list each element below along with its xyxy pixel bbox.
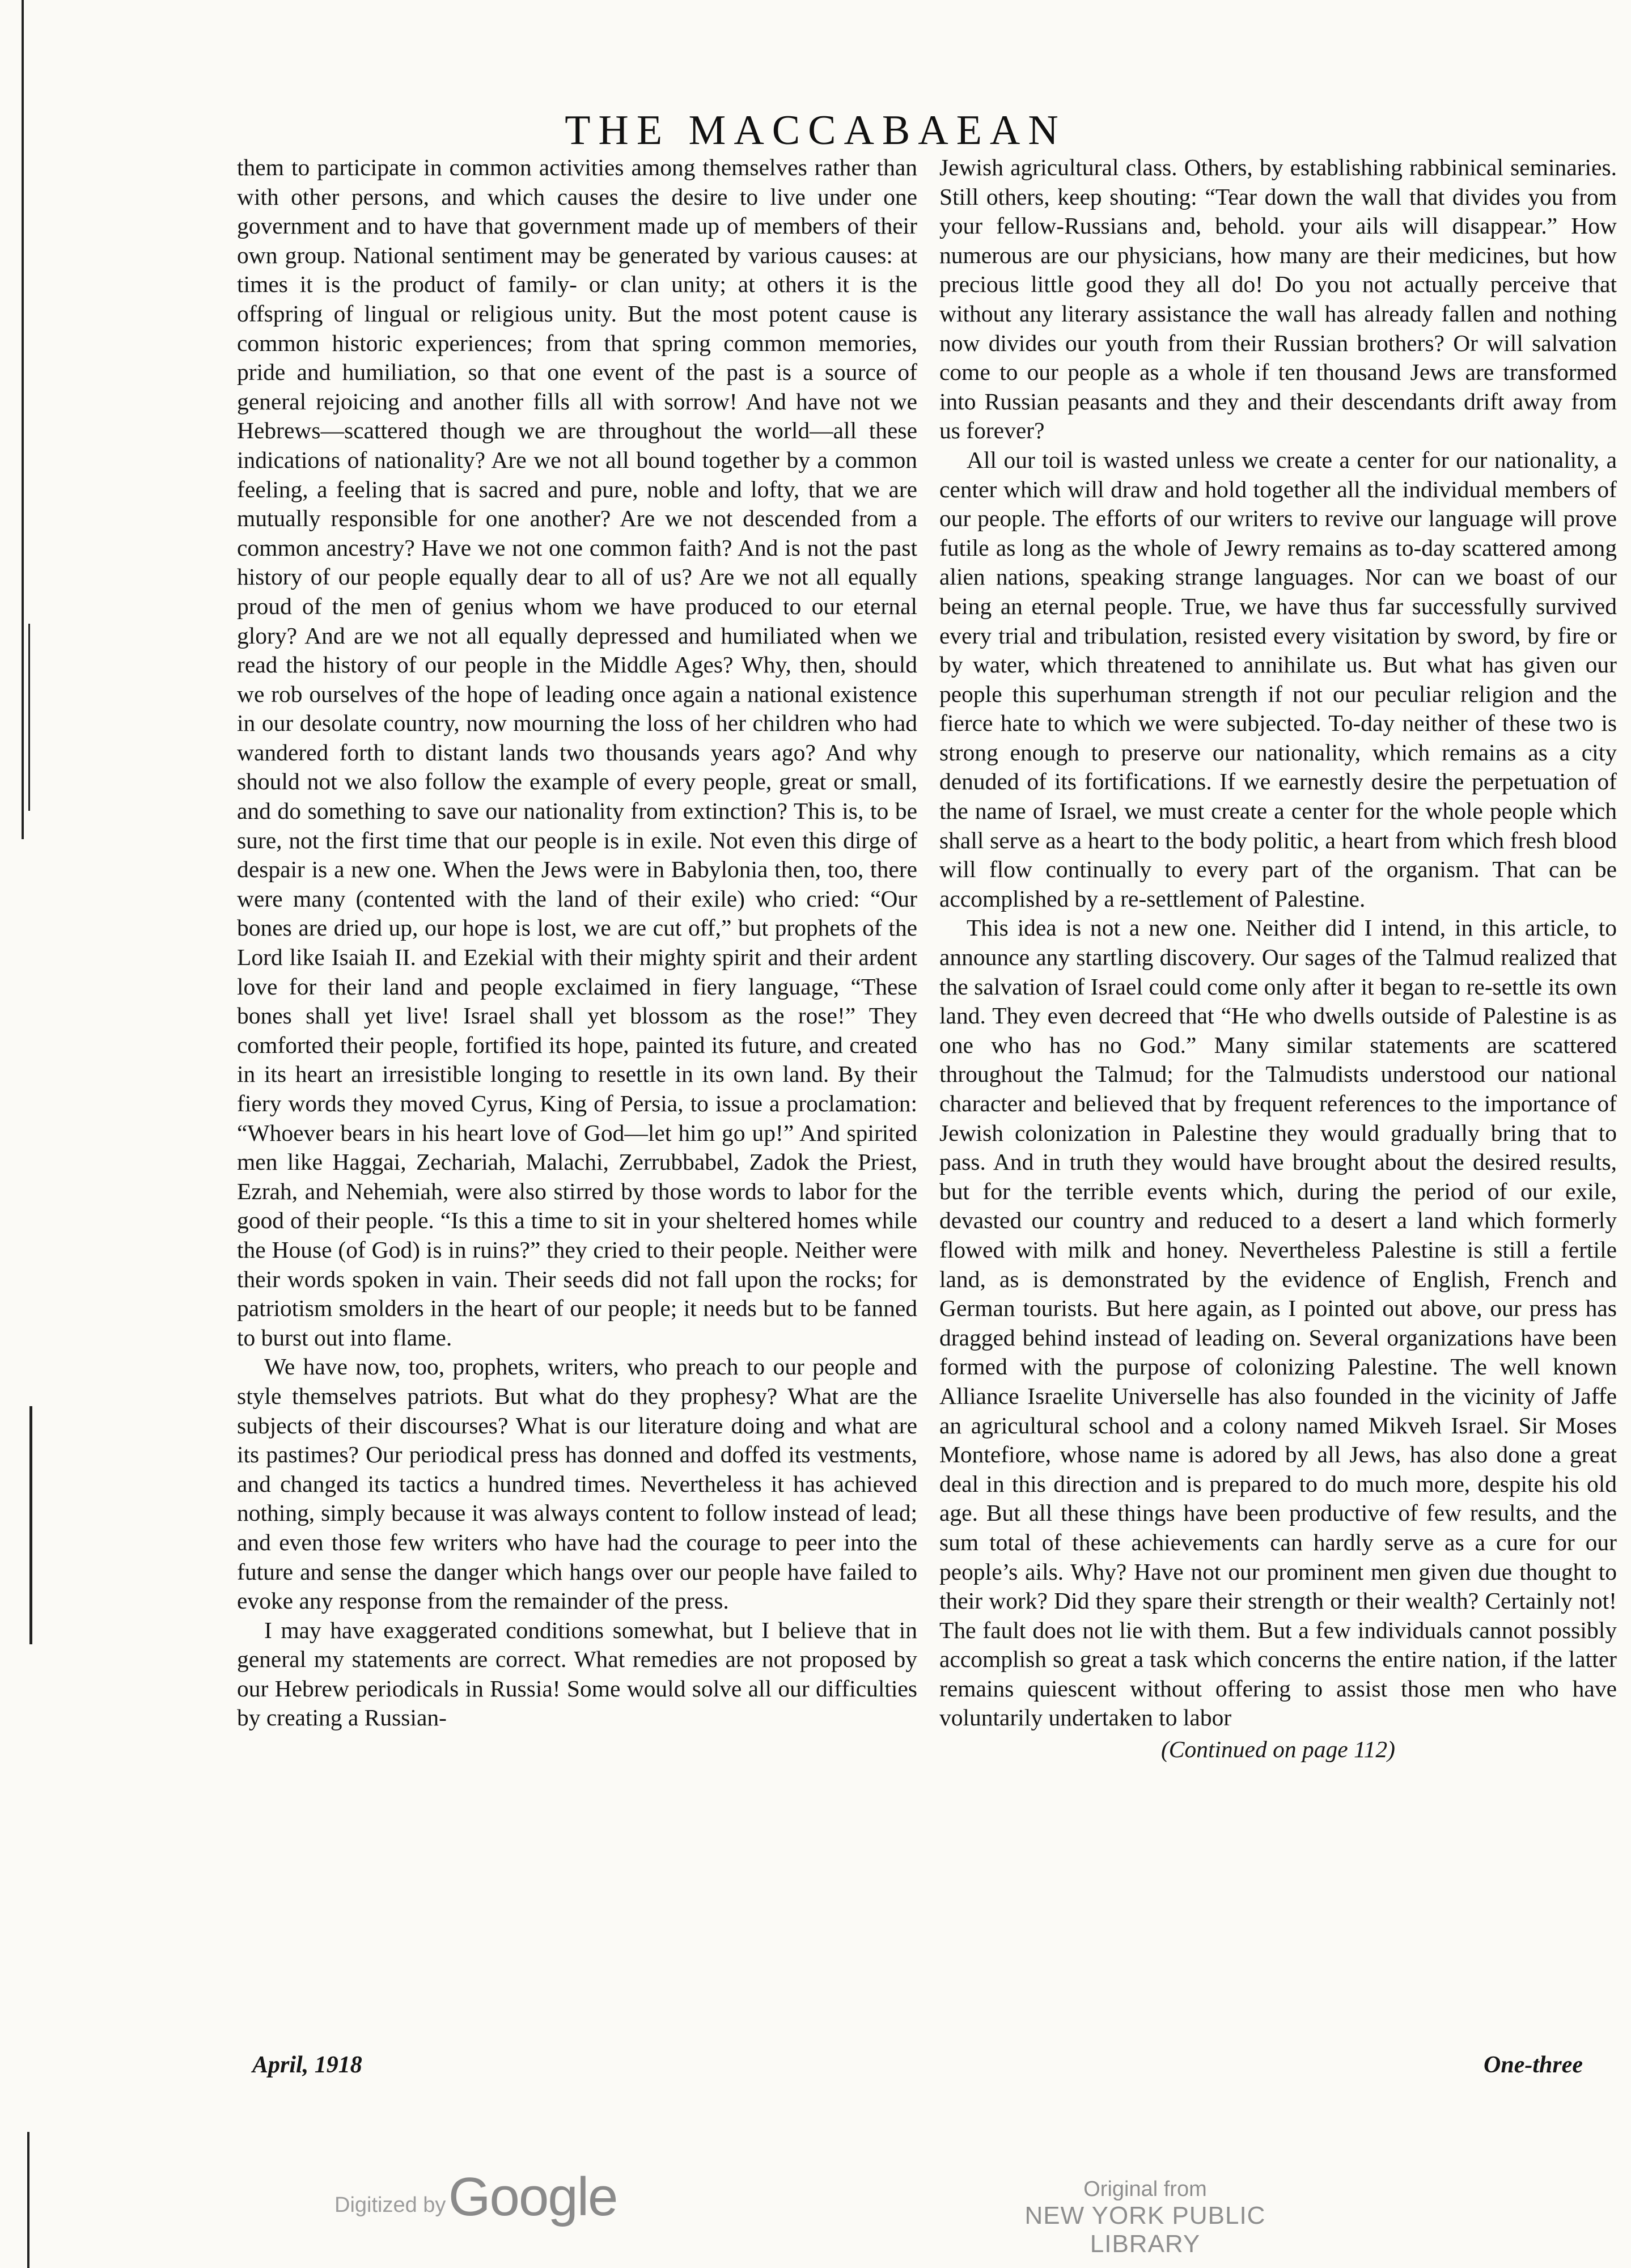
google-logo: Google bbox=[448, 2167, 617, 2227]
right-column bbox=[939, 153, 1617, 1765]
scan-edge-line bbox=[28, 624, 30, 811]
library-attribution bbox=[975, 2177, 1315, 2258]
original-from-label: Original from bbox=[1083, 2177, 1207, 2201]
left-column bbox=[237, 153, 917, 1733]
paragraph: All our toil is wasted unless we create a center for our nationality, a center which will draw and hold together all the individual members of our people. The efforts of our writers to revive our language will prove futile as long as the whole of Jewry remains as to-day scattered among alien nations, speaking strange languages. Nor can we boast of our being an eternal people. True, we have thus far successfully survived every trial and tribulation, resisted every visitation by sword, by fire or by water, which threatened to annihilate us. But what has given our people this superhuman strength if not our peculiar religion and the fierce hate to which we were subjected. To-day neither of these two is strong enough to preserve our nationality, which remains as a city denuded of its fortifications. If we earnestly desire the perpetuation of the name of Israel, we must create a center for the whole people which shall serve as a heart to the body politic, a heart from which fresh blood will flow continually to every part of the organism. That can be accomplished by a re-settlement of Palestine. bbox=[939, 446, 1617, 912]
library-name: NEW YORK PUBLIC LIBRARY bbox=[1024, 2202, 1266, 2258]
page-number: One-three bbox=[1484, 2052, 1583, 2078]
issue-date: April, 1918 bbox=[252, 2052, 362, 2078]
digitized-prefix: Digitized by bbox=[334, 2193, 446, 2217]
digitized-by-watermark bbox=[334, 2166, 617, 2228]
scan-edge-line bbox=[27, 2132, 29, 2268]
masthead: THE MACCABAEAN bbox=[565, 107, 1066, 154]
paragraph: them to participate in common activities among themselves rather than with other persons, and which causes the desire to live under one government and to have that government made up of members of their own group. National sentiment may be generated by various causes: at times it is the product of family- or clan unity; at others it is the offspring of lingual or religious unity. But the most potent cause is common historic experiences; from that spring common memories, pride and humiliation, so that one event of the past is a source of general rejoicing and another fills all with sorrow! And have not we Hebrews—scattered though we are throughout the world—all these indications of nationality? Are we not all bound together by a common feeling, a feeling that is sacred and pure, noble and lofty, that we are mutually responsible for one another? Are we not descended from a common ancestry? Have we not one common faith? And is not the past history of our people equally dear to all of us? Are we not all equally proud of the men of genius whom we have produced to our eternal glory? And are we not all equally depressed and humiliated when we read the history of our people in the Middle Ages? Why, then, should we rob ourselves of the hope of leading once again a national existence in our desolate country, now mourning the loss of her children who had wandered forth to distant lands two thousands years ago? And why should not we also follow the example of every people, great or small, and do something to save our nationality from extinction? This is, to be sure, not the first time that our people is in exile. Not even this dirge of despair is a new one. When the Jews were in Babylonia then, too, there were many (contented with the land of their exile) who cried: “Our bones are dried up, our hope is lost, we are cut off,” but prophets of the Lord like Isaiah II. and Ezekial with their mighty spirit and their ardent love for their land and people exclaimed in fiery language, “These bones shall yet live! Israel shall yet blossom as the rose!” They comforted their people, fortified its hope, painted its future, and created in its heart an irresistible longing to resettle in its own land. By their fiery words they moved Cyrus, King of Persia, to issue a proclamation: “Whoever bears in his heart love of God—let him go up!” And spirited men like Haggai, Zechariah, Malachi, Zerrubbabel, Zadok the Priest, Ezrah, and Nehemiah, were also stirred by those words to labor for the good of their people. “Is this a time to sit in your sheltered homes while the House (of God) is in ruins?” they cried to their people. Neither were their words spoken in vain. Their seeds did not fall upon the rocks; for patriotism smolders in the heart of our people; it needs but to be fanned to burst out into flame. bbox=[237, 154, 917, 1351]
paragraph: I may have exaggerated conditions somewhat, but I believe that in general my statements are correct. What remedies are not proposed by our Hebrew periodicals in Russia! Some would solve all our difficulties by creating a Russian- bbox=[237, 1617, 917, 1731]
scan-edge-line bbox=[29, 1406, 32, 1644]
continued-note: (Continued on page 112) bbox=[1160, 1736, 1395, 1763]
paragraph: This idea is not a new one. Neither did I intend, in this article, to announce any startling discovery. Our sages of the Talmud realized that the salvation of Israel could come only after it began to re-settle its own land. They even decreed that “He who dwells outside of Palestine is as one who has no God.” Many similar statements are scattered throughout the Talmud; for the Talmudists understood our national character and believed that by frequent references to the importance of Jewish colonization in Palestine they would gradually bring that to pass. And in truth they would have brought about the desired results, but for the terrible events which, during the period of our exile, devasted our country and reduced to a desert a land which formerly flowed with milk and honey. Nevertheless Palestine is still a fertile land, as is demonstrated by the evidence of English, French and German tourists. But here again, as I pointed out above, our press has dragged behind instead of leading on. Several organizations have been formed with the purpose of colonizing Palestine. The well known Alliance Israelite Universelle has also founded in the vicinity of Jaffe an agricultural school and a colony named Mikveh Israel. Sir Moses Montefiore, whose name is adored by all Jews, has also done a great deal in this direction and is prepared to do much more, despite his old age. But all these things have been productive of few results, and the sum total of these achievements can hardly serve as a cure for our people’s ails. Why? Have not our prominent men given due thought to their work? Did they spare their strength or their wealth? Certainly not! The fault does not lie with them. But a few individuals cannot possibly accomplish so great a task which concerns the entire nation, if the latter remains quiescent without offering to assist those men who have voluntarily undertaken to labor bbox=[939, 915, 1617, 1731]
paragraph: We have now, too, prophets, writers, who preach to our people and style themselves patriots. But what do they prophesy? What are the subjects of their discourses? What is our literature doing and what are its pastimes? Our periodical press has donned and doffed its vestments, and changed its tactics a hundred times. Nevertheless it has achieved nothing, simply because it was always content to follow instead of lead; and even those few writers who have had the courage to peer into the future and sense the danger which hangs over our people have failed to evoke any response from the remainder of the press. bbox=[237, 1353, 917, 1614]
paragraph: Jewish agricultural class. Others, by establishing rabbinical seminaries. Still others, keep shouting: “Tear down the wall that divides you from your fellow-Russians and, behold. your ails will disappear.” How numerous are our physicians, how many are their medicines, but how precious little good they all do! Do you not actually perceive that without any literary assistance the wall has already fallen and nothing now divides our youth from their Russian brothers? Or will salvation come to our people as a whole if ten thousand Jews are transformed into Russian peasants and they and their descendants drift away from us forever? bbox=[939, 154, 1617, 444]
